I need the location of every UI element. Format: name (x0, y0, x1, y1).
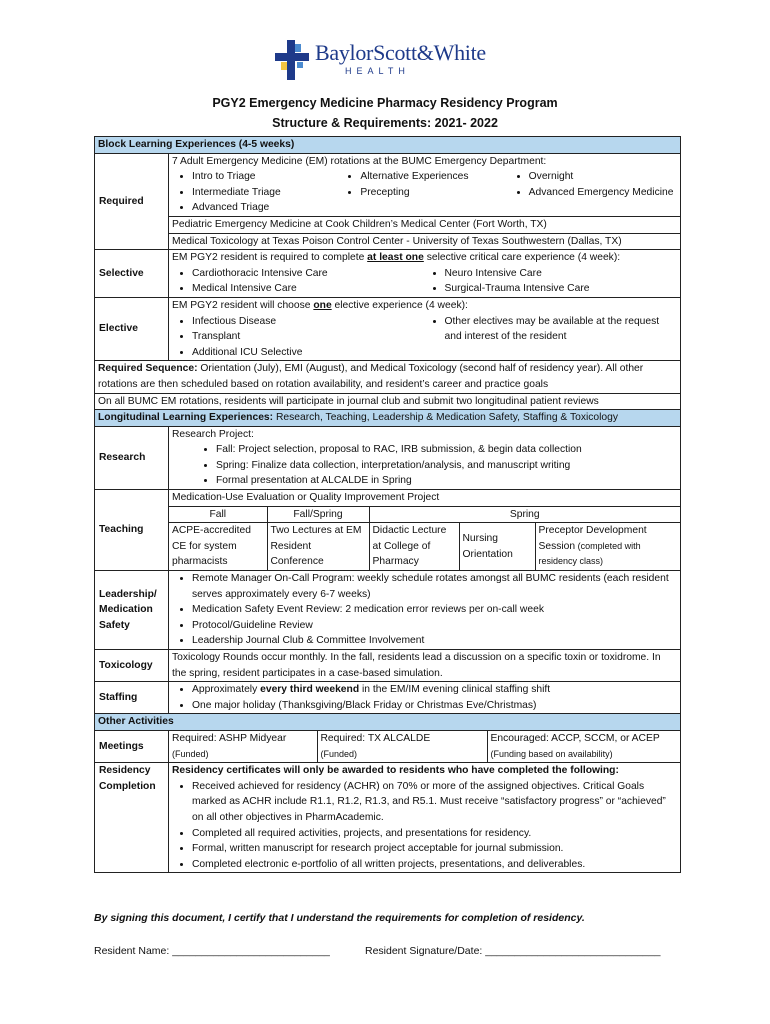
meetings-label: Meetings (95, 730, 169, 762)
block-header: Block Learning Experiences (4-5 weeks) (95, 137, 681, 154)
list-item: • Alternative Experiences (360, 169, 508, 185)
sequence-text: Orientation (July), EMI (August), and Medical Toxicology (second half of residency year). All other rotations are then scheduled based on rotation availability, and resident’s career and practice goals (98, 363, 644, 390)
research-cell (169, 426, 681, 489)
meeting-ashp (169, 731, 317, 762)
required-pediatric: Pediatric Emergency Medicine at Cook Children’s Medical Center (Fort Worth, TX) (169, 216, 681, 233)
longitudinal-header-bold: Longitudinal Learning Experiences: (98, 412, 274, 424)
elective-intro-end: elective experience (4 week): (331, 299, 468, 311)
teach-preceptor (535, 523, 680, 570)
list-item: • Cardiothoracic Intensive Care (192, 266, 425, 282)
list-item: • Neuro Intensive Care (445, 266, 678, 282)
completion-label: Residency Completion (95, 763, 169, 873)
research-label: Research (95, 426, 169, 489)
list-item: • Remote Manager On-Call Program: weekly schedule rotates amongst all BUMC residents (each resident serves approximately every 6-7 weeks) (192, 571, 677, 602)
list-item: • Other electives may be available at the request and interest of the resident (445, 314, 678, 345)
teach-fallspring-header: Fall/Spring (267, 506, 369, 523)
leadership-label: Leadership/ Medication Safety (95, 571, 169, 650)
list-item: • Fall: Project selection, proposal to RAC, IRB submission, & begin data collection (216, 442, 677, 458)
selective-intro-end: selective critical care experience (4 week): (423, 252, 621, 264)
meeting-encouraged-title: Encouraged: ACCP, SCCM, or ACEP (490, 732, 660, 744)
required-toxicology: Medical Toxicology at Texas Poison Control Center - University of Texas Southwestern (Dallas, TX) (169, 233, 681, 250)
list-item: • Protocol/Guideline Review (192, 618, 677, 634)
list-item: • Infectious Disease (192, 314, 425, 330)
list-item: • Intermediate Triage (192, 185, 340, 201)
cross-logo-icon (275, 40, 311, 80)
staffing-text-a: Approximately (192, 684, 261, 696)
selective-label: Selective (95, 250, 169, 298)
list-item: • Overnight (529, 169, 677, 185)
list-item: • Additional ICU Selective (192, 345, 425, 361)
list-item: • Completed electronic e-portfolio of all written projects, presentations, and deliverables. (192, 857, 677, 873)
meeting-ashp-note: (Funded) (172, 748, 209, 759)
logo-subtitle: HEALTH (345, 66, 410, 76)
selective-cell (169, 250, 681, 298)
completion-cell (169, 763, 681, 873)
doc-subtitle: Structure & Requirements: 2021- 2022 (272, 116, 498, 130)
list-item: • Formal presentation at ALCALDE in Spring (216, 473, 677, 489)
teach-nursing: Nursing Orientation (459, 523, 535, 570)
required-intro: 7 Adult Emergency Medicine (EM) rotations at the BUMC Emergency Department: (172, 155, 547, 167)
teach-fall-header: Fall (169, 506, 267, 523)
teach-didactic: Didactic Lecture at College of Pharmacy (369, 523, 459, 570)
selective-emphasis: at least one (367, 252, 424, 264)
toxicology-text: Toxicology Rounds occur monthly. In the fall, residents lead a discussion on a specific toxin or toxidrome. In the spring, resident participates in a case-based simulation. (169, 650, 681, 682)
journal-club-note: On all BUMC EM rotations, residents will participate in journal club and submit two longitudinal patient reviews (95, 393, 681, 410)
list-item: • Surgical-Trauma Intensive Care (445, 281, 678, 297)
staffing-label: Staffing (95, 682, 169, 714)
research-intro: Research Project: (172, 428, 254, 440)
meeting-ashp-title: Required: ASHP Midyear (172, 732, 287, 744)
meeting-alcalde-title: Required: TX ALCALDE (320, 732, 431, 744)
meeting-alcalde (317, 731, 487, 762)
longitudinal-header-text: Research, Teaching, Leadership & Medication Safety, Staffing & Toxicology (273, 412, 619, 424)
list-item: • Spring: Finalize data collection, interpretation/analysis, and manuscript writing (216, 458, 677, 474)
meeting-encouraged-note: (Funding based on availability) (490, 748, 613, 759)
list-item: • Precepting (360, 185, 508, 201)
sequence-label: Required Sequence: (98, 363, 198, 375)
required-label: Required (95, 153, 169, 250)
staffing-emphasis: every third weekend (260, 684, 360, 696)
leadership-cell (169, 571, 681, 650)
list-item: • Received achieved for residency (ACHR) on 70% or more of the assigned objectives. Critical Goals marked as ACHR include R1.1, R1.2, R1.3, and R5.1. Must receive “satisfactory progress” or “achieved” on all other objectives in PharmAcademic. (192, 779, 677, 826)
list-item (192, 682, 677, 698)
elective-intro: EM PGY2 resident will choose (172, 299, 314, 311)
completion-intro: Residency certificates will only be awarded to residents who have completed the following: (172, 765, 619, 777)
longitudinal-header (95, 410, 681, 427)
logo-wordmark: BaylorScott&White (315, 40, 486, 65)
resident-name-line[interactable]: Resident Name: ___________________________ (94, 945, 330, 957)
elective-label: Elective (95, 297, 169, 360)
staffing-cell (169, 682, 681, 714)
teach-preceptor-note: (completed with residency class) (538, 540, 641, 567)
list-item: • One major holiday (Thanksgiving/Black Friday or Christmas Eve/Christmas) (192, 698, 677, 714)
list-item: • Leadership Journal Club & Committee Involvement (192, 633, 677, 649)
list-item: • Intro to Triage (192, 169, 340, 185)
list-item: • Advanced Emergency Medicine (529, 185, 677, 201)
toxicology-label: Toxicology (95, 650, 169, 682)
list-item: • Medical Intensive Care (192, 281, 425, 297)
list-item: • Advanced Triage (192, 200, 677, 216)
meeting-encouraged (487, 731, 680, 762)
teach-preceptor-label: Preceptor Development Session (538, 525, 647, 552)
selective-intro: EM PGY2 resident is required to complete (172, 252, 368, 264)
required-sequence (95, 361, 681, 393)
resident-signature-line[interactable]: Resident Signature/Date: ______________________________ (365, 945, 661, 957)
list-item: • Medication Safety Event Review: 2 medication error reviews per on-call week (192, 602, 677, 618)
list-item: • Formal, written manuscript for research project acceptable for journal submission. (192, 841, 677, 857)
teach-ce: ACPE-accredited CE for system pharmacists (169, 523, 267, 570)
teaching-cell (169, 490, 681, 571)
elective-cell (169, 297, 681, 360)
other-header: Other Activities (95, 714, 681, 731)
teach-lectures: Two Lectures at EM Resident Conference (267, 523, 369, 570)
bsw-logo (275, 40, 495, 80)
requirements-table (94, 136, 681, 873)
teaching-label: Teaching (95, 490, 169, 571)
doc-title: PGY2 Emergency Medicine Pharmacy Residency Program (212, 96, 558, 110)
list-item: • Transplant (192, 329, 425, 345)
list-item: • Completed all required activities, projects, and presentations for residency. (192, 826, 677, 842)
certify-statement: By signing this document, I certify that I understand the requirements for completion of residency. (94, 912, 585, 924)
required-cell (169, 153, 681, 216)
staffing-text-c: in the EM/IM evening clinical staffing shift (359, 684, 551, 696)
meeting-alcalde-note: (Funded) (320, 748, 358, 759)
mue-text: Medication-Use Evaluation or Quality Improvement Project (172, 492, 440, 504)
teach-spring-header: Spring (369, 506, 680, 523)
elective-emphasis: one (313, 299, 332, 311)
meetings-cell (169, 730, 681, 762)
